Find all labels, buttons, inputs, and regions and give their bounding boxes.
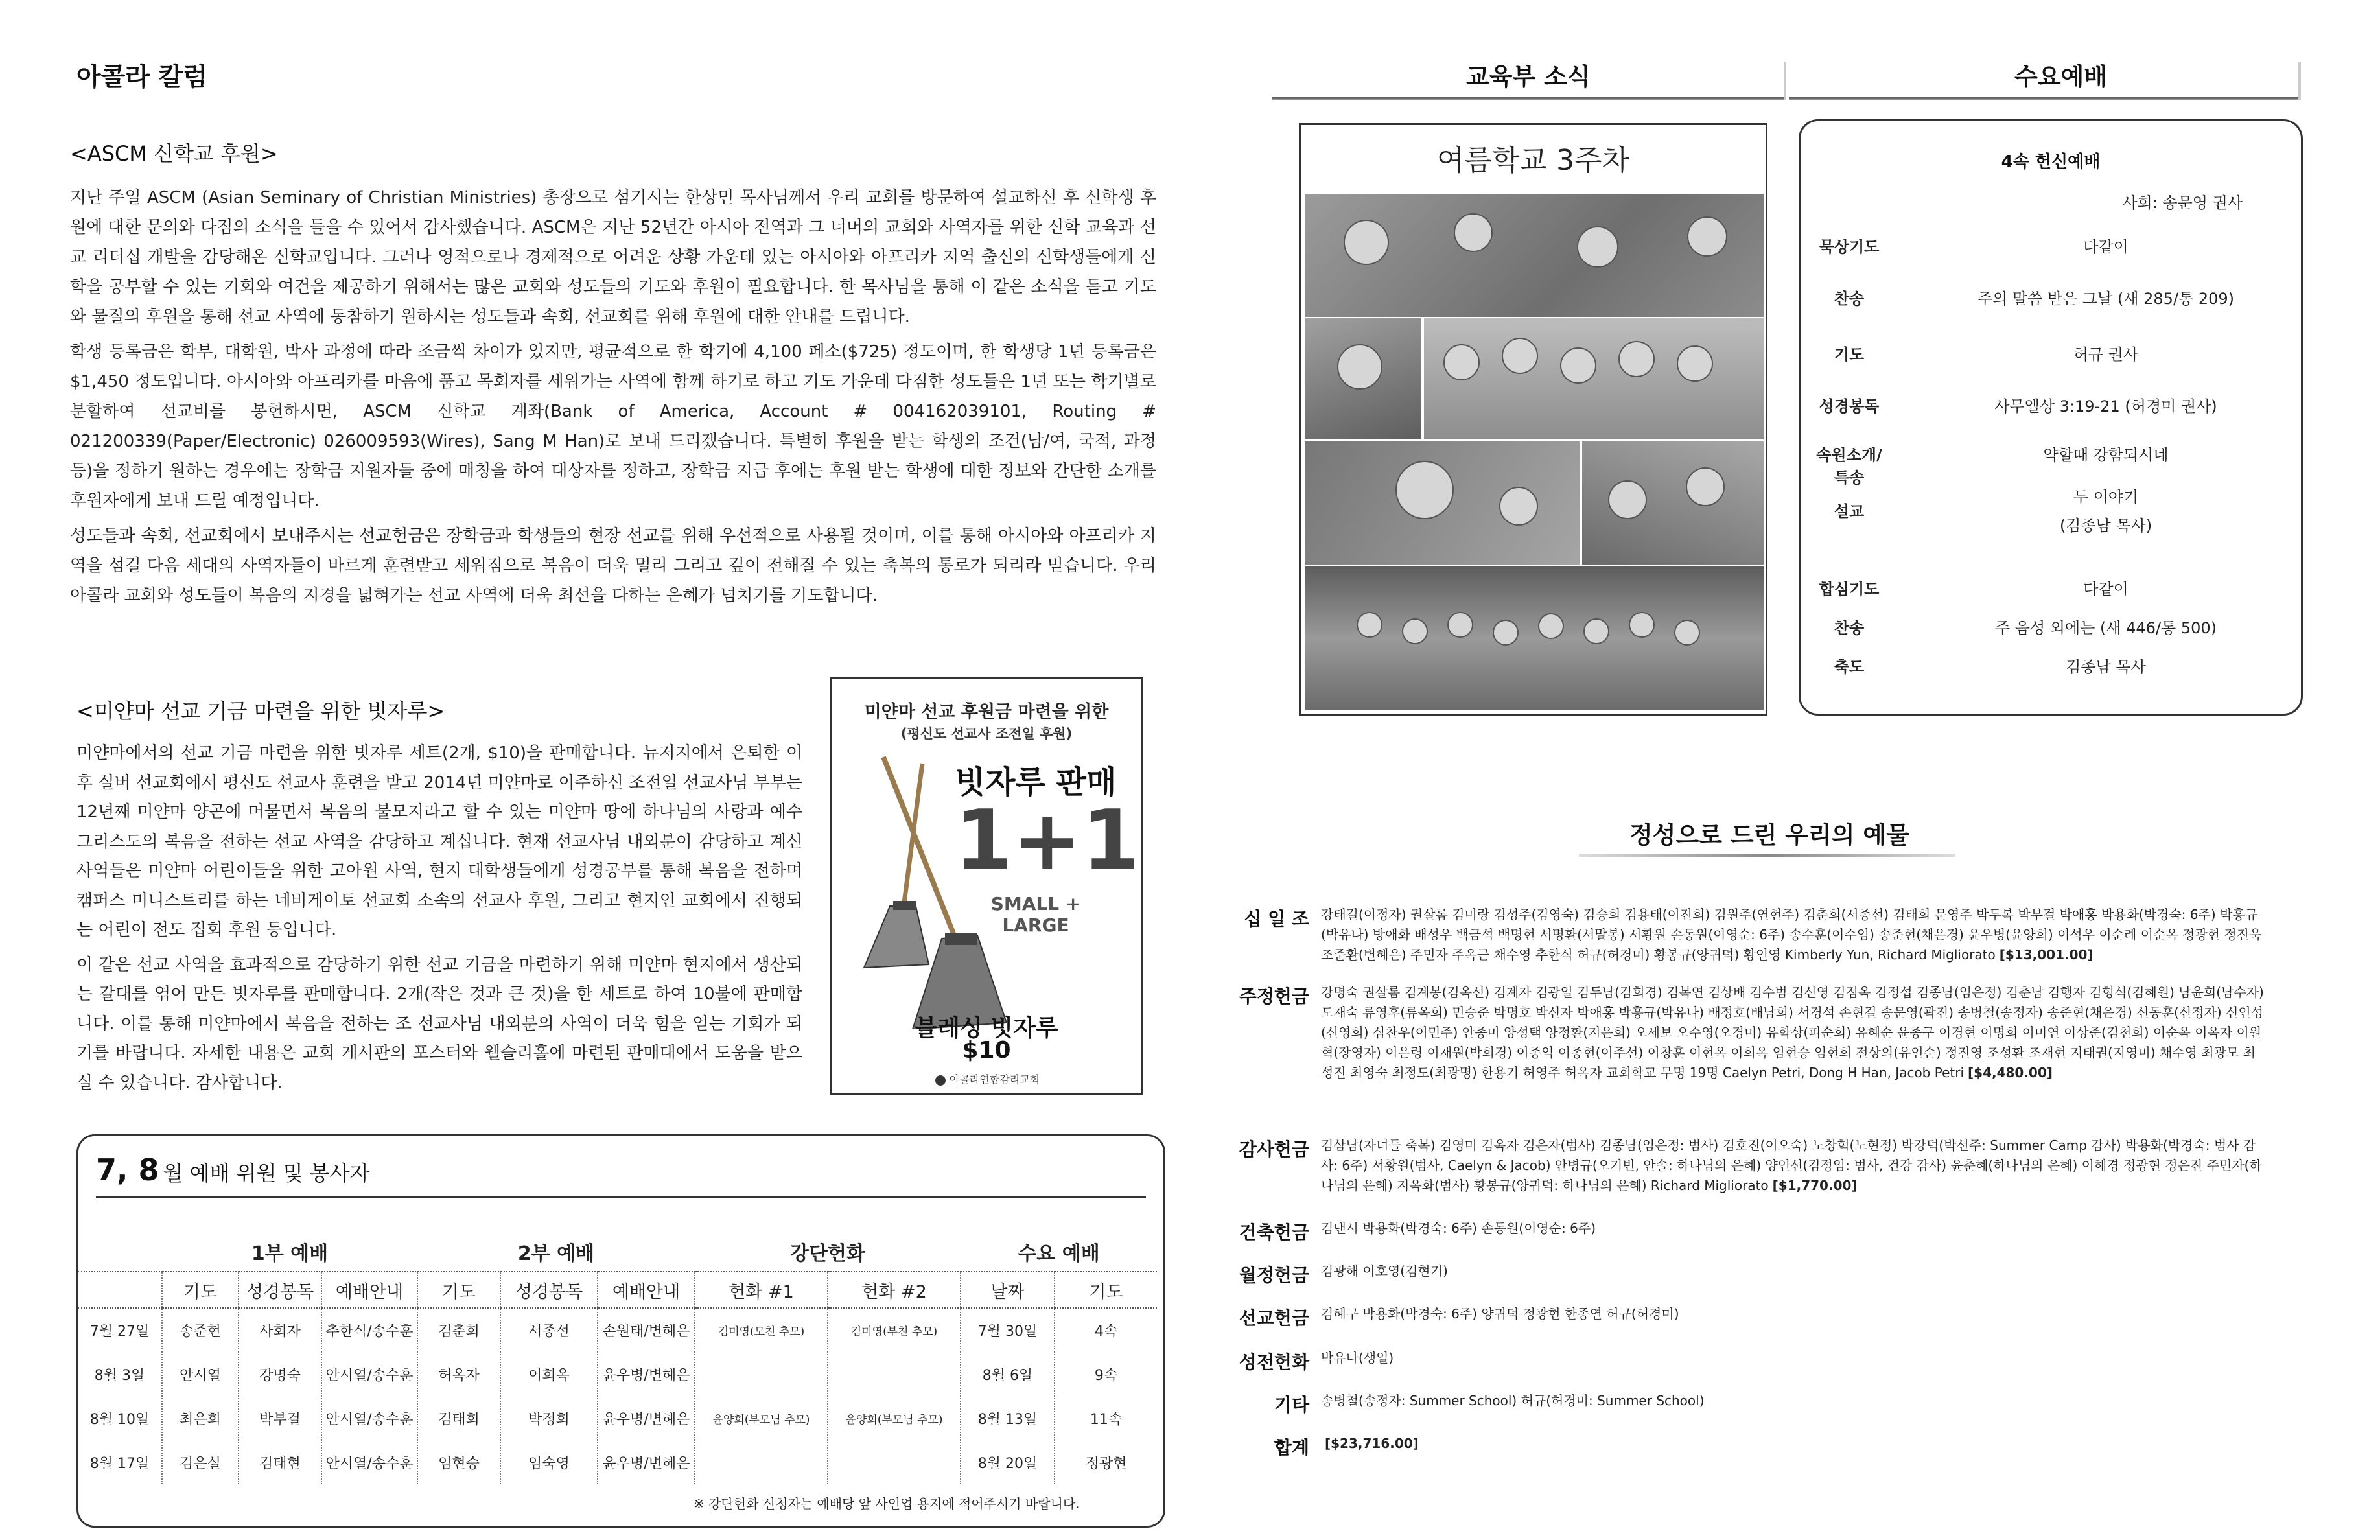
schedule-cell: 김태희 — [417, 1396, 500, 1440]
schedule-title — [96, 1152, 369, 1187]
section-divider — [2298, 62, 2301, 100]
offering-donor-names: 김혜구 박용화(박경숙: 6주) 양귀덕 정광현 한종연 허규(허경미) — [1321, 1306, 1679, 1322]
schedule-cell: 정광현 — [1055, 1440, 1157, 1484]
worship-order-label: 찬송 — [1834, 619, 1865, 637]
schedule-cell: 강명숙 — [239, 1352, 321, 1396]
schedule-cell: 안시열/송수훈 — [321, 1396, 417, 1440]
ascm-article — [70, 183, 1156, 611]
schedule-note: ※ 강단헌화 신청자는 예배당 앞 사인업 용지에 적어주시기 바랍니다. — [694, 1496, 1080, 1511]
worship-order-label: 묵상기도 — [1819, 238, 1880, 256]
worship-order-value: 김종남 목사 — [2066, 658, 2146, 676]
worship-order-value: 다같이 — [2083, 580, 2129, 598]
broom-poster — [830, 677, 1143, 1095]
schedule-row — [78, 1352, 1157, 1396]
worship-presider: 사회: 송문영 권사 — [2122, 194, 2243, 212]
offering-label: 건축헌금 — [1239, 1222, 1309, 1243]
column-header: 날짜 — [961, 1272, 1055, 1308]
schedule-cell: 서종선 — [500, 1308, 598, 1352]
schedule-cell: 이희옥 — [500, 1352, 598, 1396]
offering-label: 감사헌금 — [1239, 1139, 1309, 1160]
schedule-cell: 윤양희(부모님 추모) — [828, 1396, 961, 1440]
schedule-header-row — [78, 1272, 1157, 1308]
broom-article — [76, 739, 802, 1098]
column-header: 헌화 #2 — [828, 1272, 961, 1308]
schedule-cell: 8월 13일 — [961, 1396, 1055, 1440]
section-divider — [1784, 62, 1786, 100]
worship-order-value: 주 음성 외에는 (새 446/통 500) — [1994, 619, 2217, 637]
broom-paragraph-1: 미얀마에서의 선교 기금 마련을 위한 빗자루 세트(2개, $10)을 판매합니다. 뉴저지에서 은퇴한 이후 실버 선교회에서 평신도 선교사 훈련을 받고 2014년 미얀마로 이주하신 조전일 선교사님 부부는 12년째 미얀마 양곤에 머물면서 복음의 불모지라고 할 수 있는 미얀마 땅에 하나님의 사랑과 예수 그리스도의 복음을 전하는 선교 사역을 감당하고 계십니다. 현재 선교사님 내외분이 감당하고 계신 사역들은 미얀마 어린이들을 위한 고아원 사역, 현지 대학생들에게 성경공부를 통해 복음을 전하며 캠퍼스 미니스트리를 하는 네비게이토 선교회 소속의 선교사 후원, 그리고 현지인 교회에서 진행되는 어린이 전도 집회 후원 등입니다. — [76, 743, 802, 940]
column-header: 기도 — [417, 1272, 500, 1308]
schedule-cell: 안시열/송수훈 — [321, 1352, 417, 1396]
schedule-row — [78, 1396, 1157, 1440]
schedule-cell: 손원태/변혜은 — [598, 1308, 695, 1352]
column-header: 예배안내 — [598, 1272, 695, 1308]
schedule-cell — [828, 1352, 961, 1396]
column-header: 성경봉독 — [500, 1272, 598, 1308]
poster-line-1: 미얀마 선교 후원금 마련을 위한 — [864, 702, 1109, 722]
schedule-cell: 박정희 — [500, 1396, 598, 1440]
schedule-cell: 박부걸 — [239, 1396, 321, 1440]
schedule-cell: 사회자 — [239, 1308, 321, 1352]
offering-donor-names: 송병철(송정자: Summer School) 허규(허경미: Summer School) — [1321, 1393, 1705, 1408]
ascm-paragraph-2: 학생 등록금은 학부, 대학원, 박사 과정에 따라 조금씩 차이가 있지만, 평균적으로 한 학기에 4,100 페소($725) 정도이며, 한 학생당 1년 등록금은 $1,450 정도입니다. 아시아와 아프리카를 마음에 품고 목회자를 세워가는 사역에 함께 하기로 하고 기도 가운데 다짐한 성도들은 1년 또는 학기별로 분할하여 선교비를 봉헌하시면, ASCM 신학교 계좌(Bank of America, Account # 004162039101, Routing # 021200339(Paper/Electronic) 026009593(Wires), Sang M Han)로 보내 드리겠습니다. 특별히 후원을 받는 학생의 조건(남/여, 국적, 과정 등)을 정하기 원하는 경우에는 장학금 지원자들 중에 매칭을 하여 대상자를 정하고, 장학금 지급 후에는 후원 받는 학생에 대한 정보와 간단한 소개를 후원자에게 보내 드릴 예정입니다. — [70, 342, 1157, 511]
ascm-paragraph-3: 성도들과 속회, 선교회에서 보내주시는 선교헌금은 장학금과 학생들의 현장 선교를 위해 우선적으로 사용될 것이며, 이를 통해 아시아와 아프리카 지역을 섬길 다음 세대의 사역자들이 바르게 훈련받고 세워짐으로 복음이 더욱 멀리 그리고 깊이 전해질 수 있는 축복의 통로가 되리라 믿습니다. 우리 아콜라 교회와 성도들이 복음의 지경을 넓혀가는 선교 사역에 더욱 최선을 다하는 은혜가 넘치기를 기도합니다. — [70, 526, 1156, 605]
offering-donors — [1321, 1348, 2267, 1368]
summer-photo-2 — [1305, 318, 1421, 439]
worship-order-label: 찬송 — [1834, 290, 1865, 308]
worship-order-value-line2: (김종남 목사) — [2059, 517, 2152, 535]
schedule-cell: 11속 — [1055, 1396, 1157, 1440]
summer-photo-5 — [1582, 441, 1764, 565]
worship-order-label: 축도 — [1834, 658, 1865, 676]
offering-donors — [1321, 983, 2267, 1083]
edu-news-title: 교육부 소식 — [1466, 63, 1591, 91]
worship-order-value: 두 이야기 — [2073, 488, 2139, 506]
worship-order-value: 허규 권사 — [2073, 345, 2139, 364]
worship-order-value: 사무엘상 3:19-21 (허경미 권사) — [1994, 397, 2217, 415]
offering-donors — [1321, 1434, 2267, 1454]
schedule-cell: 김춘희 — [417, 1308, 500, 1352]
offering-total: [$1,770.00] — [1772, 1178, 1858, 1193]
schedule-cell: 8월 3일 — [94, 1367, 145, 1384]
schedule-title-text: 월 예배 위원 및 봉사자 — [163, 1161, 370, 1185]
column-header: 헌화 #1 — [695, 1272, 828, 1308]
poster-church-name: 아콜라연합감리교회 — [950, 1073, 1040, 1086]
column-header: 예배안내 — [321, 1272, 417, 1308]
offering-donors — [1321, 905, 2267, 965]
worship-order-label: 속원소개/특송 — [1816, 446, 1882, 487]
poster-product: 블레싱 빗자루 — [915, 1015, 1058, 1042]
poster-one-plus-one: 1+1 — [955, 793, 1140, 889]
wednesday-service-box — [1799, 119, 2303, 716]
offering-label: 선교헌금 — [1239, 1307, 1309, 1329]
offering-total: [$13,001.00] — [1999, 947, 2094, 962]
group-second-service: 2부 예배 — [517, 1242, 595, 1265]
offering-donor-names: 박유나(생일) — [1321, 1350, 1394, 1366]
worship-order-label: 성경봉독 — [1819, 397, 1880, 415]
schedule-cell: 윤양희(부모님 추모) — [695, 1396, 828, 1440]
offering-donors — [1321, 1219, 2267, 1239]
schedule-cell: 김미영(모친 추모) — [695, 1308, 828, 1352]
group-first-service: 1부 예배 — [251, 1242, 329, 1265]
schedule-cell — [695, 1352, 828, 1396]
schedule-cell: 추한식/송수훈 — [321, 1308, 417, 1352]
ascm-heading: <ASCM 신학교 후원> — [70, 141, 278, 166]
offering-label: 십 일 조 — [1244, 908, 1309, 929]
schedule-row — [78, 1440, 1157, 1484]
summer-photo-1 — [1305, 194, 1764, 317]
schedule-cell: 7월 27일 — [89, 1324, 150, 1340]
ascm-paragraph-1: 지난 주일 ASCM (Asian Seminary of Christian Ministries) 총장으로 섬기시는 한상민 목사님께서 우리 교회를 방문하여 설교하신 후 신학생 후원에 대한 문의와 다짐의 소식을 들을 수 있어서 감사했습니다. ASCM은 지난 52년간 아시아 전역과 그 너머의 교회와 사역자를 위한 신학 교육과 선교 리더십 개발을 감당해온 신학교입니다. 그러나 영적으로나 경제적으로 어려운 상황 가운데 있는 아시아와 아프리카 지역 출신의 신학생들에게 신학을 공부할 수 있는 기회와 여건을 제공하기 위해서는 많은 교회와 성도들의 기도와 후원이 필요합니다. 한 목사님을 통해 이 같은 소식을 듣고 기도와 물질의 후원을 통해 선교 사역에 동참하기 원하시는 성도들과 속회, 선교회를 위해 후원에 대한 안내를 드립니다. — [70, 188, 1156, 327]
schedule-cell: 임숙영 — [500, 1440, 598, 1484]
schedule-cell: 9속 — [1055, 1352, 1157, 1396]
schedule-cell: 윤우병/변혜은 — [598, 1396, 695, 1440]
broom-heading: <미얀마 선교 기금 마련을 위한 빗자루> — [76, 699, 445, 723]
offering-donor-names: 강명숙 권살롬 김계봉(김옥선) 김계자 김광일 김두남(김희경) 김복연 김상배 김수범 김신영 김점옥 김정섭 김종남(임은정) 김춘남 김행자 김형식(김혜원) 남윤희(남수자) 도재숙 류영후(류옥희) 민승준 박명호 박신자 박애홍 박흥규(박유나) 배정호(배남희) 서경석 손현길 송문영(곽진) 송병철(송정자) 송준현(채은경) 신동훈(신정자) 신인성(신영희) 심찬우(이민주) 안종미 양성택 양정환(지은희) 오세보 오수영(오경미) 유학상(피순희) 유혜순 윤종구 이경현 이명희 이미연 이상준(김천희) 이순옥 이옥자 이원혁(장영자) 이은령 이재원(박희경) 이종익 이종현(이주선) 이창훈 이현옥 이희옥 임현승 임현희 전상의(유인순) 정진영 조성환 조재현 지태권(지영미) 채수영 최광모 최성진 최영숙 최정도(최광명) 한용기 허영주 허옥자 교회학교 무명 19명 Caelyn Petri, Dong H Han, Jacob Petri — [1321, 985, 2264, 1080]
worship-title: 4속 헌신예배 — [2001, 152, 2101, 172]
schedule-cell: 윤우병/변혜은 — [598, 1352, 695, 1396]
worship-order-value: 주의 말씀 받은 그날 (새 285/통 209) — [1977, 290, 2235, 308]
schedule-cell: 8월 17일 — [89, 1455, 150, 1472]
column-header — [78, 1272, 162, 1308]
schedule-cell: 송준현 — [162, 1308, 239, 1352]
schedule-cell — [695, 1440, 828, 1484]
group-wednesday-service: 수요 예배 — [1018, 1242, 1100, 1265]
church-logo-icon — [935, 1075, 946, 1086]
column-header: 기도 — [162, 1272, 239, 1308]
offering-donor-names: 김낸시 박용화(박경숙: 6주) 손동원(이영순: 6주) — [1321, 1220, 1596, 1236]
worship-order-label: 기도 — [1834, 345, 1865, 364]
summer-school-caption: 여름학교 3주차 — [1436, 144, 1629, 177]
offering-donors — [1321, 1261, 2267, 1281]
offering-total: [$23,716.00] — [1325, 1436, 1419, 1451]
schedule-cell: 8월 20일 — [961, 1440, 1055, 1484]
schedule-cell: 윤우병/변혜은 — [598, 1440, 695, 1484]
poster-church — [935, 1071, 1040, 1086]
offering-donors — [1321, 1304, 2267, 1324]
schedule-cell: 안시열/송수훈 — [321, 1440, 417, 1484]
schedule-cell: 김태현 — [239, 1440, 321, 1484]
schedule-title-underline — [96, 1196, 1146, 1198]
schedule-row — [78, 1308, 1157, 1352]
wednesday-service-title: 수요예배 — [2014, 63, 2107, 91]
offering-title: 정성으로 드린 우리의 예물 — [1629, 821, 1909, 849]
poster-price: $10 — [962, 1037, 1011, 1064]
schedule-title-months: 7, 8 — [96, 1152, 159, 1187]
schedule-cell — [828, 1440, 961, 1484]
offering-donor-names: 김광해 이호영(김현기) — [1321, 1263, 1448, 1279]
schedule-cell: 8월 10일 — [89, 1411, 150, 1428]
worship-order-label: 합심기도 — [1819, 580, 1880, 598]
column-header: 성경봉독 — [239, 1272, 321, 1308]
schedule-cell: 김미영(부친 추모) — [828, 1308, 961, 1352]
summer-photo-4 — [1305, 441, 1580, 565]
summer-photo-6-group — [1305, 566, 1764, 710]
schedule-cell: 임현승 — [417, 1440, 500, 1484]
poster-size: SMALL + LARGE — [990, 893, 1081, 936]
worship-order-value: 약할때 강함되시네 — [2043, 446, 2169, 464]
offering-donor-names: 김삼남(자녀들 축복) 김영미 김옥자 김은자(범사) 김종남(임은정: 범사) 김호진(이오숙) 노창혁(노현정) 박강덕(박선주: Summer Camp 감사) 박용화(박경숙: 범사 감사: 6주) 서황원(범사, Caelyn & Jacob) 안병규(오기빈, 안솔: 하나님의 은혜) 양인선(김정임: 범사, 건강 감사) 윤춘혜(하나님의 은혜) 이해경 정광현 정은진 주민자(하나님의 은혜) 지옥화(범사) 황봉규(양귀덕: 하나님의 은혜) Richard Migliorato — [1321, 1138, 2262, 1193]
offering-title-bar — [1579, 854, 1955, 857]
offering-donors — [1321, 1136, 2267, 1196]
schedule-cell: 김은실 — [162, 1440, 239, 1484]
worship-order-value: 다같이 — [2083, 238, 2129, 256]
schedule-cell: 8월 6일 — [961, 1352, 1055, 1396]
offering-donor-names: 강태길(이정자) 권살롬 김미랑 김성주(김영숙) 김승희 김용태(이진희) 김원주(연현주) 김춘희(서종선) 김태희 문영주 박두복 박부걸 박애홍 박용화(박경숙: 6주) 박흥규(박유나) 방애화 배성우 백금석 백명현 서명환(서말봉) 서황원 손동원(이영순: 6주) 송수훈(이수임) 송준현(채은경) 윤우병(윤양희) 이석우 이순례 이순옥 정광현 정진욱 조준환(변혜은) 주민자 주옥근 채수영 추한식 허규(허경미) 황봉규(양귀덕) 황인영 Kimberly Yun, Richard Migliorato — [1321, 907, 2262, 962]
poster-title: 빗자루 판매 — [955, 764, 1117, 800]
schedule-group-row — [78, 1231, 1157, 1272]
schedule-table — [78, 1231, 1157, 1484]
column-title: 아콜라 칼럼 — [76, 63, 207, 92]
offering-label: 주정헌금 — [1239, 986, 1309, 1007]
offering-donors — [1321, 1391, 2267, 1411]
worship-order-label: 설교 — [1834, 502, 1865, 520]
schedule-cell: 안시열 — [162, 1352, 239, 1396]
poster-line-2: (평신도 선교사 조전일 후원) — [900, 726, 1073, 741]
summer-school-frame — [1299, 123, 1768, 716]
broom-paragraph-2: 이 같은 선교 사역을 효과적으로 감당하기 위한 선교 기금을 마련하기 위해 미얀마 현지에서 생산되는 갈대를 엮어 만든 빗자루를 판매합니다. 2개(작은 것과 큰 것)을 한 세트로 하여 10불에 판매합니다. 이를 통해 미얀마에서 복음을 전하는 조 선교사님 내외분의 사역이 더욱 힘을 얻는 기회가 되기를 바랍니다. 자세한 내용은 교회 게시판의 포스터와 웰슬리홀에 마련된 판매대에서 도움을 받으실 수 있습니다. 감사합니다. — [76, 955, 802, 1093]
offering-label: 합계 — [1274, 1437, 1309, 1458]
group-altar-flowers: 강단헌화 — [790, 1242, 865, 1265]
schedule-cell: 4속 — [1055, 1308, 1157, 1352]
offering-total: [$4,480.00] — [1968, 1065, 2053, 1080]
schedule-cell: 최은희 — [162, 1396, 239, 1440]
summer-photo-3 — [1424, 318, 1764, 439]
offering-label: 월정헌금 — [1239, 1265, 1309, 1286]
schedule-cell: 7월 30일 — [961, 1308, 1055, 1352]
wed-title-bar — [1789, 97, 2301, 100]
schedule-cell: 허옥자 — [417, 1352, 500, 1396]
column-header: 기도 — [1055, 1272, 1157, 1308]
offering-label: 기타 — [1274, 1394, 1309, 1416]
edu-title-bar — [1272, 97, 1784, 100]
offering-label: 성전헌화 — [1239, 1351, 1309, 1373]
